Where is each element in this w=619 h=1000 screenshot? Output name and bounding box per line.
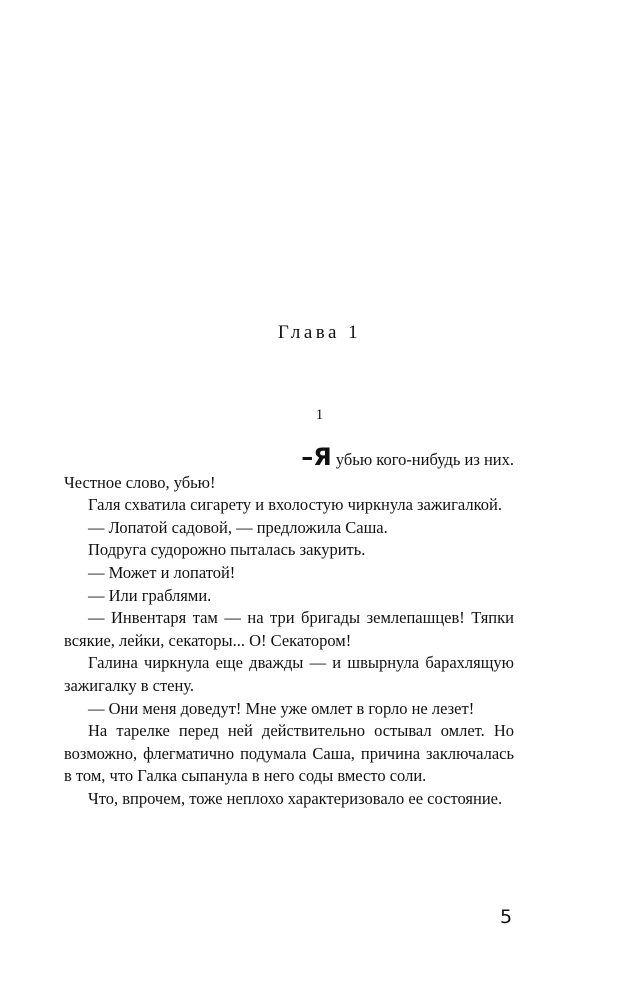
page-number: 5	[500, 906, 513, 928]
paragraph: — Они меня доведут! Мне уже омлет в горло не лезет!	[88, 698, 475, 718]
chapter-text	[64, 443, 514, 811]
chapter-title: Глава 1	[277, 322, 362, 343]
paragraph: На тарелке перед ней действительно остывал омлет. Но возможно, флегматично подумала Саша, причина заключалась в том, что Галка сыпанула в него соды вместо соли.	[64, 721, 514, 786]
opening-paragraph	[64, 443, 514, 494]
section-number: 1	[315, 407, 324, 423]
drop-cap: –Я	[301, 443, 332, 471]
paragraph: — Или граблями.	[88, 585, 212, 605]
paragraph: — Лопатой садовой, — предложила Саша.	[88, 517, 388, 537]
paragraph: Галина чиркнула еще дважды — и швырнула барахлящую зажигалку в стену.	[64, 653, 514, 695]
opening-line-text: убью кого-нибудь из них.	[331, 450, 514, 469]
paragraph: Подруга судорожно пыталась закурить.	[88, 540, 366, 560]
paragraph: — Инвентаря там — на три бригады землепашцев! Тяпки всякие, лейки, секаторы... О! Секатором!	[64, 608, 514, 650]
opening-line-continued: Честное слово, убью!	[64, 472, 216, 492]
paragraph: Галя схватила сигарету и вхолостую чиркнула зажигалкой.	[88, 495, 502, 515]
opening-line	[64, 443, 514, 472]
paragraph: Что, впрочем, тоже неплохо характеризовало ее состояние.	[88, 788, 503, 808]
paragraph: — Может и лопатой!	[88, 562, 236, 582]
